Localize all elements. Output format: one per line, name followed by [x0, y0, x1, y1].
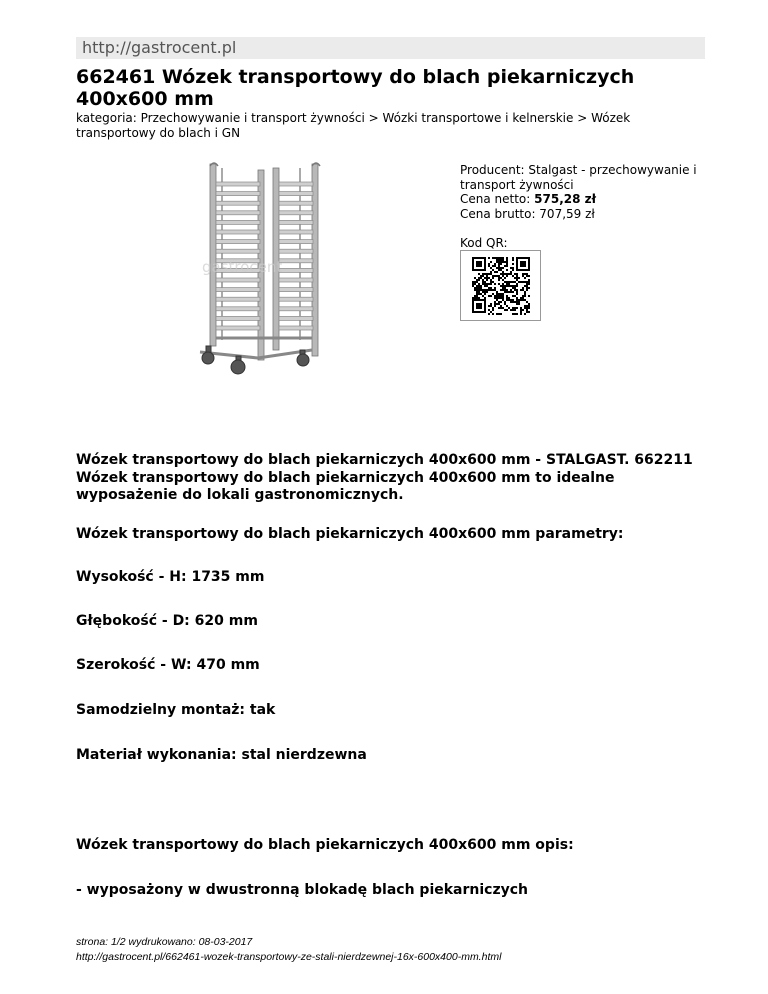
desc-heading: Wózek transportowy do blach piekarniczych 400x600 mm opis: [76, 837, 574, 853]
params-heading: Wózek transportowy do blach piekarniczych 400x600 mm parametry: [76, 526, 624, 542]
net-price-label: Cena netto: [460, 192, 535, 206]
site-url-header[interactable]: http://gastrocent.pl [76, 37, 705, 59]
param-width: Szerokość - W: 470 mm [76, 657, 260, 673]
param-material: Materiał wykonania: stal nierdzewna [76, 747, 367, 763]
footer-url[interactable]: http://gastrocent.pl/662461-wozek-transportowy-ze-stali-nierdzewnej-16x-600x400-mm.html [76, 951, 502, 963]
page-title: 662461 Wózek transportowy do blach piekarniczych 400x600 mm [76, 66, 635, 110]
page-footer [76, 935, 696, 965]
param-depth: Głębokość - D: 620 mm [76, 613, 258, 629]
net-price-value: 575,28 zł [534, 192, 597, 206]
param-height: Wysokość - H: 1735 mm [76, 569, 265, 585]
footer-page-info: strona: 1/2 wydrukowano: 08-03-2017 [76, 936, 253, 948]
desc-item: - wyposażony w dwustronną blokadę blach piekarniczych [76, 882, 529, 898]
watermark-text: gastrocent [202, 258, 283, 276]
product-image [140, 160, 345, 385]
intro-text: Wózek transportowy do blach piekarniczych 400x600 mm - STALGAST. 662211 Wózek transportowy do blach piekarniczych 400x600 mm to idealne wyposażenie do lokali gastronomicznych. [76, 452, 693, 503]
gross-price: Cena brutto: 707,59 zł [460, 206, 595, 221]
net-price [460, 192, 720, 207]
product-info [460, 163, 720, 221]
param-assembly: Samodzielny montaż: tak [76, 702, 276, 718]
qr-label: Kod QR: [460, 236, 508, 250]
producer-text: Producent: Stalgast - przechowywanie i transport żywności [460, 163, 697, 192]
qr-code [460, 250, 541, 321]
breadcrumb-category: kategoria: Przechowywanie i transport żywności > Wózki transportowe i kelnerskie > Wózek transportowy do blach i GN [76, 111, 631, 140]
